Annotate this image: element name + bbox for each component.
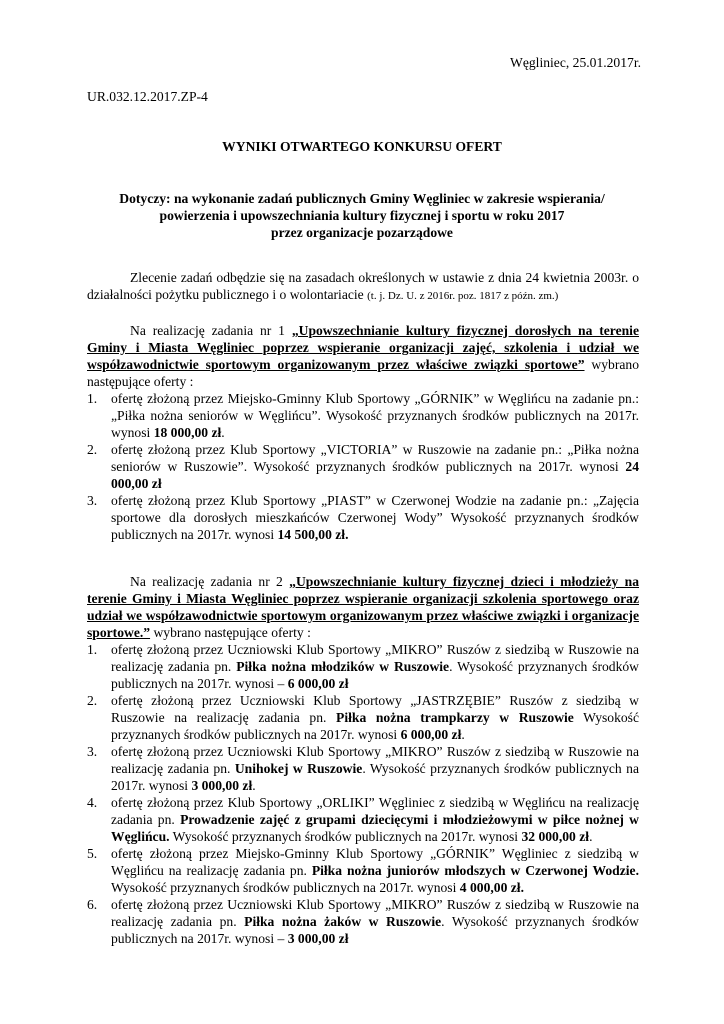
offer-item bbox=[87, 896, 639, 947]
subject-line: przez organizacje pozarządowe bbox=[271, 225, 453, 240]
task-section-1 bbox=[87, 322, 639, 543]
offer-item bbox=[87, 441, 639, 492]
section-lead bbox=[87, 322, 639, 390]
offer-text: . Wysokość przyznanych środków publicznych na 2017r. wynosi bbox=[111, 761, 639, 793]
offer-amount: 14 500,00 zł. bbox=[277, 527, 349, 542]
offer-amount: 3 000,00 zł bbox=[191, 778, 253, 793]
offer-text-end: . bbox=[589, 829, 593, 844]
document-date: Węgliniec, 25.01.2017r. bbox=[510, 55, 641, 70]
offer-amount: 24 000,00 zł bbox=[111, 459, 639, 491]
offer-amount: 32 000,00 zł bbox=[521, 829, 590, 844]
offer-item bbox=[87, 794, 639, 845]
offer-task-name: Piłka nożna żaków w Ruszowie bbox=[244, 914, 442, 929]
offer-task-name: Piłka nożna trampkarzy w Ruszowie bbox=[336, 710, 574, 725]
offer-number: 5. bbox=[87, 846, 98, 861]
offer-item bbox=[87, 845, 639, 896]
offer-task-name: Prowadzenie zajęć z grupami dziecięcymi i młodzieżowymi w piłce nożnej w Węglińcu. bbox=[111, 812, 639, 844]
offer-text: . Wysokość przyznanych środków publicznych na 2017r. wynosi – bbox=[111, 914, 639, 946]
section-lead bbox=[87, 573, 639, 641]
offer-task-name: Unihokej w Ruszowie bbox=[234, 761, 363, 776]
offer-amount: 3 000,00 zł bbox=[287, 931, 349, 946]
offer-task-name: Piłka nożna juniorów młodszych w Czerwonej Wodzie. bbox=[311, 863, 639, 878]
offer-number: 3. bbox=[87, 493, 98, 508]
subject-line: powierzenia i upowszechniania kultury fizycznej i sportu w roku 2017 bbox=[159, 208, 565, 223]
legal-citation: (t. j. Dz. U. z 2016r. poz. 1817 z późn. zm.) bbox=[367, 290, 559, 302]
reference-number: UR.032.12.2017.ZP-4 bbox=[87, 89, 208, 104]
offer-number: 3. bbox=[87, 744, 98, 759]
offer-text: ofertę złożoną przez Uczniowski Klub Sportowy „JASTRZĘBIE” Ruszów z siedzibą w Ruszowie na realizację zadania pn. bbox=[111, 693, 639, 725]
offer-text: ofertę złożoną przez Klub Sportowy „PIAST” w Czerwonej Wodzie na zadanie pn.: „Zajęcia sportowe dla dorosłych mieszkańców Czerwonej Wody” Wysokość przyznanych środków publicznych na 2017r. wynosi bbox=[111, 493, 639, 542]
offer-amount: 6 000,00 zł bbox=[287, 676, 349, 691]
offer-number: 6. bbox=[87, 897, 98, 912]
intro-paragraph bbox=[87, 269, 639, 305]
subject-block bbox=[80, 190, 644, 241]
offer-text-end: . bbox=[461, 727, 465, 742]
offer-item bbox=[87, 492, 639, 543]
lead-suffix: wybrano następujące oferty : bbox=[150, 625, 311, 640]
offer-text: Wysokość przyznanych środków publicznych na 2017r. wynosi bbox=[111, 710, 640, 742]
offer-text-end: . bbox=[221, 425, 225, 440]
document-title: WYNIKI OTWARTEGO KONKURSU OFERT bbox=[222, 139, 502, 154]
offer-number: 1. bbox=[87, 642, 98, 657]
lead-suffix: wybrano następujące oferty : bbox=[87, 357, 639, 389]
offer-text: ofertę złożoną przez Uczniowski Klub Sportowy „MIKRO” Ruszów z siedzibą w Ruszowie na realizację zadania pn. bbox=[111, 642, 639, 674]
offer-amount: 4 000,00 zł. bbox=[459, 880, 524, 895]
offer-text: Wysokość przyznanych środków publicznych na 2017r. wynosi bbox=[111, 880, 460, 895]
offer-number: 1. bbox=[87, 391, 98, 406]
offer-item bbox=[87, 390, 639, 441]
offer-list bbox=[87, 641, 639, 947]
offer-text: ofertę złożoną przez Klub Sportowy „VICTORIA” w Ruszowie na zadanie pn.: „Piłka nożna seniorów w Ruszowie”. Wysokość przyznanych środków publicznych na 2017r. wynosi bbox=[111, 442, 639, 474]
subject-line: Dotyczy: na wykonanie zadań publicznych Gminy Węgliniec w zakresie wspierania/ bbox=[119, 191, 605, 206]
offer-list bbox=[87, 390, 639, 543]
offer-item bbox=[87, 641, 639, 692]
offer-number: 4. bbox=[87, 795, 98, 810]
offer-text: . Wysokość przyznanych środków publicznych na 2017r. wynosi – bbox=[111, 659, 639, 691]
offer-amount: 18 000,00 zł bbox=[153, 425, 222, 440]
offer-text: ofertę złożoną przez Uczniowski Klub Sportowy „MIKRO” Ruszów z siedzibą w Ruszowie na realizację zadania pn. bbox=[111, 897, 639, 929]
offer-amount: 6 000,00 zł bbox=[400, 727, 462, 742]
task-title: „Upowszechnianie kultury fizycznej dorosłych na terenie Gminy i Miasta Węgliniec poprzez wspieranie organizacji zajęć, szkolenia i udział we współzawodnictwie sportowym organizowanym przez właściwe związki sportowe” bbox=[87, 323, 639, 372]
offer-task-name: Piłka nożna młodzików w Ruszowie bbox=[236, 659, 450, 674]
offer-text: Wysokość przyznanych środków publicznych na 2017r. wynosi bbox=[169, 829, 522, 844]
offer-text: ofertę złożoną przez Uczniowski Klub Sportowy „MIKRO” Ruszów z siedzibą w Ruszowie na realizację zadania pn. bbox=[111, 744, 639, 776]
offer-item bbox=[87, 692, 639, 743]
offer-text-end: . bbox=[252, 778, 256, 793]
offer-text: ofertę złożoną przez Miejsko-Gminny Klub Sportowy „GÓRNIK” w Węglińcu na zadanie pn.: „Piłka nożna seniorów w Węglińcu”. Wysokość przyznanych środków publicznych na 2017r. wynosi bbox=[111, 391, 639, 440]
offer-number: 2. bbox=[87, 442, 98, 457]
offer-text: ofertę złożoną przez Klub Sportowy „ORLIKI” Węgliniec z siedzibą w Węglińcu na realizację zadania pn. bbox=[111, 795, 639, 827]
task-title: „Upowszechnianie kultury fizycznej dzieci i młodzieży na terenie Gminy i Miasta Węgliniec poprzez wspieranie organizacji szkolenia sportowego oraz udział we współzawodnictwie sportowym organizowanym przez właściwe związki i organizacje sportowe.” bbox=[87, 574, 639, 640]
task-section-2 bbox=[87, 573, 639, 947]
offer-number: 2. bbox=[87, 693, 98, 708]
offer-text: ofertę złożoną przez Miejsko-Gminny Klub Sportowy „GÓRNIK” Węgliniec z siedzibą w Węglińcu na realizację zadania pn. bbox=[111, 846, 639, 878]
lead-prefix: Na realizację zadania nr 2 bbox=[130, 574, 290, 589]
offer-item bbox=[87, 743, 639, 794]
intro-text: Zlecenie zadań odbędzie się na zasadach określonych w ustawie z dnia 24 kwietnia 2003r. o działalności pożytku publicznego i o wolontariacie bbox=[87, 270, 639, 302]
lead-prefix: Na realizację zadania nr 1 bbox=[130, 323, 292, 338]
